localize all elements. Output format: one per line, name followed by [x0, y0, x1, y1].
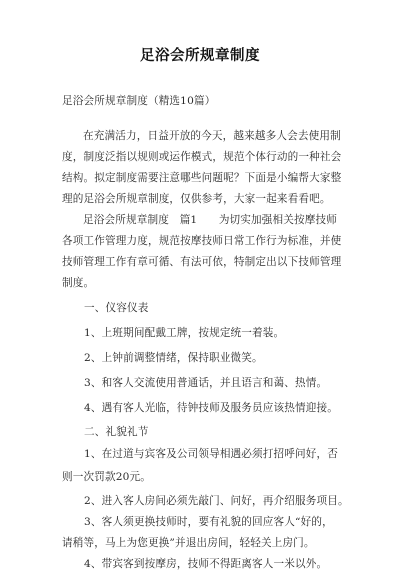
list-item-continuation: 则一次罚款20元。: [62, 471, 151, 483]
list-item: 2、进入客人房间必须先敲门、问好，再介绍服务项目。: [84, 495, 349, 507]
paragraph-line: 各项工作管理力度，规范按摩技师日常工作行为标准，并使: [62, 235, 342, 247]
document-title: 足浴会所规章制度: [140, 48, 260, 64]
paragraph-line: 技师管理工作有章可循、有法可依，特制定出以下技师管理: [62, 256, 342, 268]
list-item: 1、上班期间配戴工牌，按规定统一着装。: [84, 327, 285, 339]
document-subtitle: 足浴会所规章制度（精选10篇）: [62, 95, 216, 107]
paragraph-line: 度，制度泛指以规则或运作模式，规范个体行动的一种社会: [62, 151, 342, 163]
list-item-continuation: 请稍等，马上为您更换”并退出房间，轻轻关上房门。: [62, 537, 315, 549]
paragraph-line: 结构。拟定制度需要注意哪些问题呢？下面是小编帮大家整: [62, 172, 342, 184]
paragraph-line: 足浴会所规章制度 篇1 为切实加强相关按摩技师: [83, 214, 337, 226]
list-item: 3、和客人交流使用普通话，并且语言和蔼、热情。: [84, 377, 328, 389]
section-heading: 二、礼貌礼节: [84, 426, 149, 438]
list-item: 4、遇有客人光临，待钟技师及服务员应该热情迎接。: [84, 402, 338, 414]
section-heading: 一、仪容仪表: [84, 302, 149, 314]
list-item: 2、上钟前调整情绪，保持职业微笑。: [84, 352, 263, 364]
list-item: 1、在过道与宾客及公司领导相遇必须打招呼问好，否: [84, 448, 338, 460]
paragraph-line: 制度。: [62, 277, 95, 289]
paragraph-line: 在充满活力，日益开放的今天，越来越多人会去使用制: [83, 130, 341, 142]
list-item: 4、带宾客到按摩房，技师不得距离客人一米以外。: [84, 558, 328, 570]
paragraph-line: 理的足浴会所规章制度，仅供参考，大家一起来看看吧。: [62, 193, 331, 205]
list-item: 3、客人须更换技师时，要有礼貌的回应客人“好的，: [84, 516, 333, 528]
